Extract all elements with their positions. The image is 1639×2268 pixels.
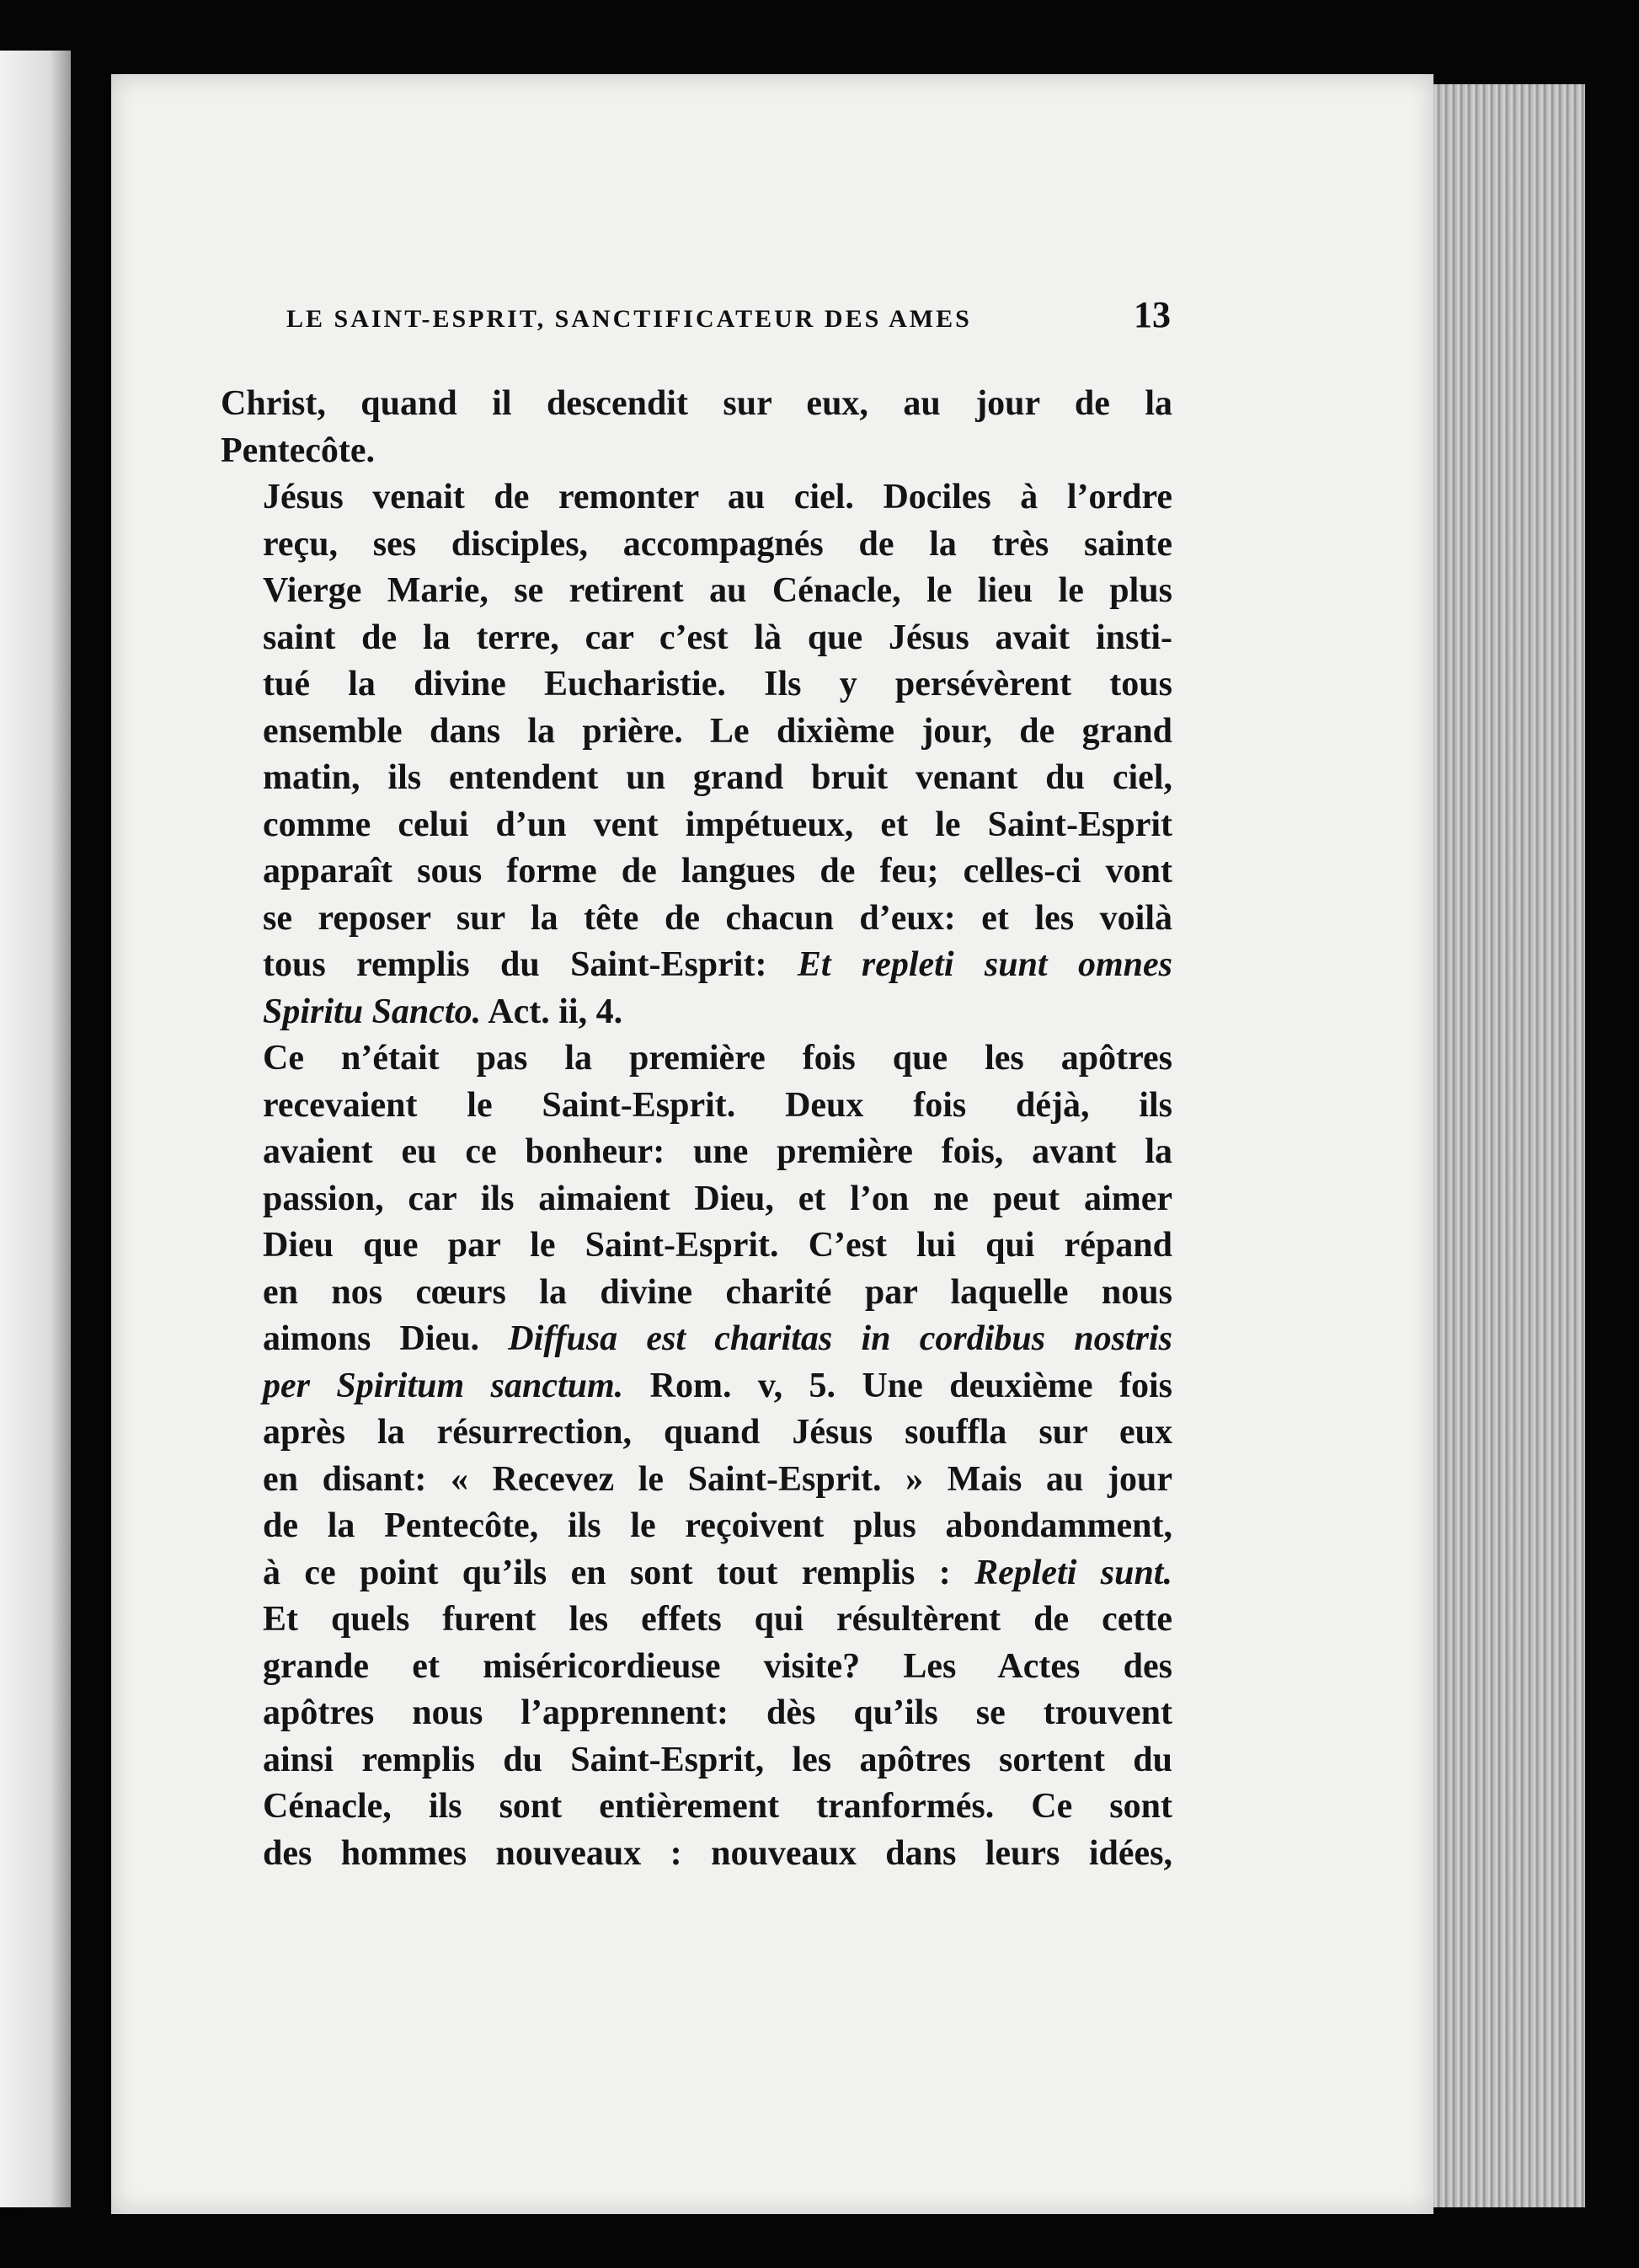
text-line: Dieu que par le Saint-Esprit. C’est lui qui répand bbox=[263, 1226, 1172, 1265]
text-line: tué la divine Eucharistie. Ils y persévèrent tous bbox=[263, 665, 1172, 703]
page-stack-edge bbox=[1433, 84, 1585, 2207]
text-line: comme celui d’un vent impétueux, et le Saint-Esprit bbox=[263, 805, 1172, 844]
text-line: apparaît sous forme de langues de feu; celles-ci vont bbox=[263, 852, 1172, 891]
latin-quote: Spiritu Sancto. bbox=[263, 992, 482, 1031]
body-text bbox=[221, 381, 1172, 1877]
text-line bbox=[221, 1316, 1172, 1363]
text-line: grande et miséricordieuse visite? Les Actes des bbox=[263, 1646, 1172, 1686]
text-line: avaient eu ce bonheur: une première fois, avant la bbox=[263, 1132, 1172, 1171]
facing-page-edge bbox=[0, 51, 71, 2207]
text-line: ensemble dans la prière. Le dixième jour, de grand bbox=[263, 711, 1172, 751]
running-head bbox=[286, 293, 1171, 344]
paragraph-3 bbox=[221, 1035, 1172, 1597]
text-run: tous remplis du Saint-Esprit: bbox=[263, 945, 798, 984]
text-line bbox=[221, 1363, 1172, 1410]
text-line: recevaient le Saint-Esprit. Deux fois déjà, ils bbox=[263, 1085, 1172, 1125]
text-line: Christ, quand il descendit sur eux, au jour de la bbox=[221, 384, 1172, 423]
latin-quote: Repleti sunt. bbox=[974, 1553, 1172, 1592]
text-line bbox=[221, 1550, 1172, 1597]
text-line: des hommes nouveaux : nouveaux dans leurs idées, bbox=[263, 1833, 1172, 1873]
text-line: Vierge Marie, se retirent au Cénacle, le lieu le plus bbox=[263, 571, 1172, 610]
latin-quote: per Spiritum sanctum. bbox=[263, 1366, 624, 1405]
paragraph-4 bbox=[221, 1597, 1172, 1877]
text-line: matin, ils entendent un grand bruit venant du ciel, bbox=[263, 758, 1172, 797]
text-line: Jésus venait de remonter au ciel. Dociles à l’ordre bbox=[263, 478, 1172, 516]
running-title: LE SAINT-ESPRIT, SANCTIFICATEUR DES AMES bbox=[286, 305, 972, 333]
latin-quote: Diffusa est charitas in cordibus nostris bbox=[508, 1319, 1172, 1358]
text-line: Cénacle, ils sont entièrement tranformés. Ce sont bbox=[263, 1787, 1172, 1826]
text-line: après la résurrection, quand Jésus souffla sur eux bbox=[263, 1413, 1172, 1452]
text-line: Et quels furent les effets qui résultèrent de cette bbox=[263, 1600, 1172, 1639]
text-line: en nos cœurs la divine charité par laquelle nous bbox=[263, 1272, 1172, 1312]
text-line: apôtres nous l’apprennent: dès qu’ils se trouvent bbox=[263, 1693, 1172, 1732]
text-run: à ce point qu’ils en sont tout remplis : bbox=[263, 1553, 975, 1592]
text-line: saint de la terre, car c’est là que Jésus avait insti- bbox=[263, 618, 1172, 657]
text-line: Ce n’était pas la première fois que les apôtres bbox=[263, 1039, 1172, 1078]
paragraph-2 bbox=[221, 474, 1172, 1035]
text-line: en disant: « Recevez le Saint-Esprit. » Mais au jour bbox=[263, 1459, 1172, 1499]
text-run: aimons Dieu. bbox=[263, 1319, 509, 1358]
citation: Act. ii, 4. bbox=[481, 992, 623, 1031]
paragraph-1 bbox=[221, 381, 1172, 474]
text-line: se reposer sur la tête de chacun d’eux: et les voilà bbox=[263, 898, 1172, 938]
latin-quote: Et repleti sunt omnes bbox=[797, 945, 1172, 984]
text-line: de la Pentecôte, ils le reçoivent plus abondamment, bbox=[263, 1506, 1172, 1545]
text-line: ainsi remplis du Saint-Esprit, les apôtres sortent du bbox=[263, 1740, 1172, 1779]
text-line: passion, car ils aimaient Dieu, et l’on ne peut aimer bbox=[263, 1179, 1172, 1218]
citation: Rom. v, 5. Une deuxième fois bbox=[623, 1366, 1172, 1405]
text-line: reçu, ses disciples, accompagnés de la très sainte bbox=[263, 524, 1172, 564]
text-line bbox=[221, 989, 1172, 1036]
page-number: 13 bbox=[1134, 294, 1171, 335]
text-line bbox=[221, 942, 1172, 989]
text-line: Pentecôte. bbox=[221, 431, 376, 470]
